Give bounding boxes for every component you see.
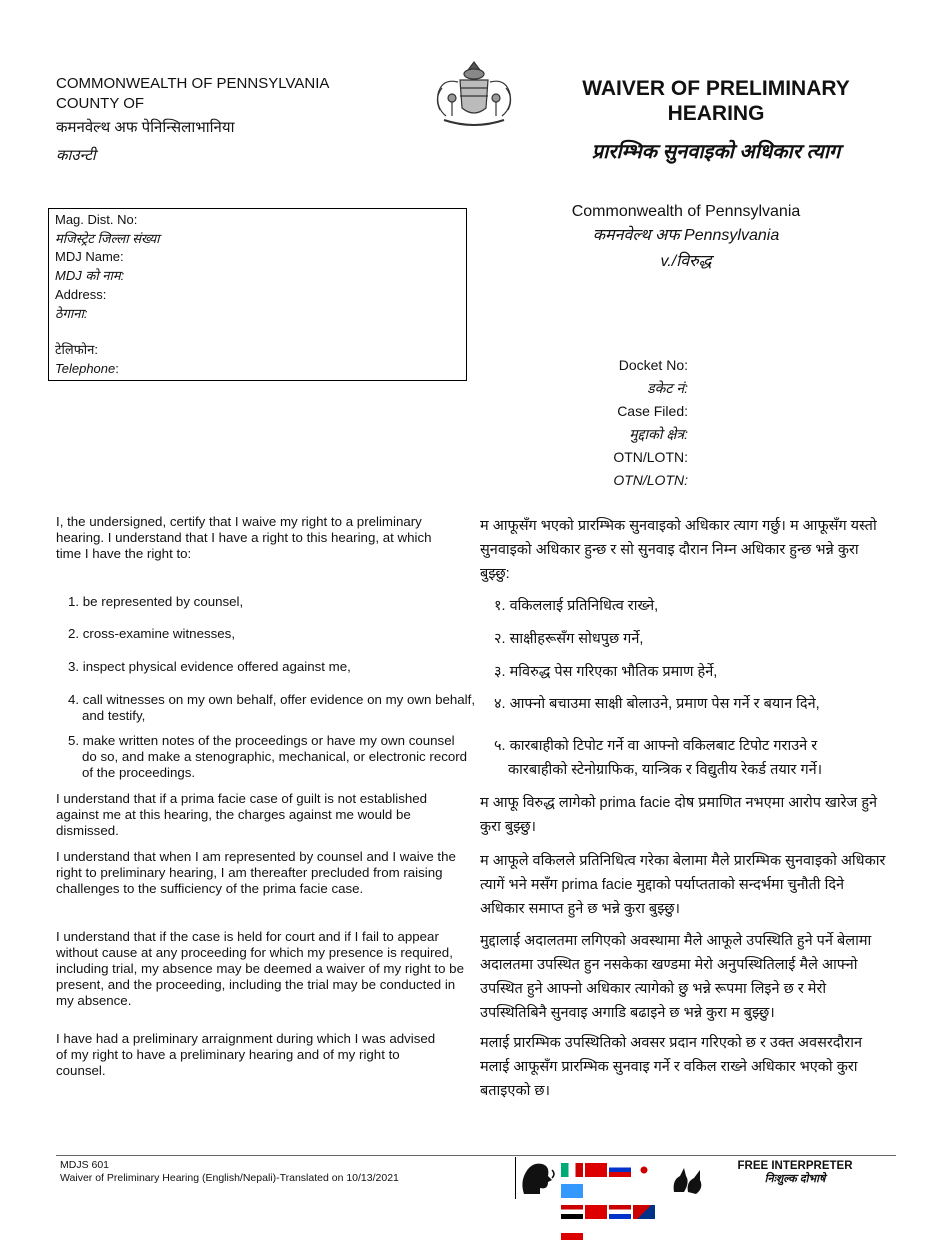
english-intro: I, the undersigned, certify that I waive my right to a preliminary hearing. I understand that I have a right to this hearing, at which time I have the right to: — [56, 514, 432, 561]
list-item: ५. कारबाहीको टिपोट गर्ने वा आफ्नो वकिलबाट टिपोट गराउने र कारबाहीको स्टेनोग्राफिक, यान्त्रिक र विद्युतीय रेकर्ड तयार गर्ने। — [494, 738, 823, 778]
footer-divider — [56, 1155, 896, 1156]
flag-icon — [561, 1184, 583, 1198]
nepali-column — [480, 514, 890, 586]
nepali-para-1: म आफू विरुद्ध लागेको prima facie दोष प्रमाणित नभएमा आरोप खारेज हुने कुरा बुझ्छु। — [480, 795, 878, 835]
english-para-1-wrap — [56, 791, 456, 839]
title-line-1: WAIVER OF PRELIMINARY — [582, 77, 850, 100]
mdj-name-label: MDJ Name: — [55, 249, 124, 265]
parties-block — [540, 200, 832, 276]
nepali-para-3-wrap — [480, 929, 890, 1025]
flag-icon — [609, 1163, 631, 1177]
mag-dist-label-np: मजिस्ट्रेट जिल्ला संख्या — [55, 230, 160, 246]
telephone-label: Telephone: — [55, 360, 119, 376]
docket-label-np: डकेट नं: — [647, 380, 688, 396]
flag-icon — [561, 1163, 583, 1177]
english-para-1: I understand that if a prima facie case of guilt is not established against me at this hearing, the charges against me would be dismissed. — [56, 791, 428, 838]
list-item: २. साक्षीहरूसँग सोधपुछ गर्ने, — [494, 631, 644, 647]
mdj-name-label-np: MDJ को नाम: — [55, 268, 125, 284]
flag-icon — [633, 1163, 655, 1177]
flag-icon — [561, 1226, 583, 1240]
nepali-para-2: म आफूले वकिलले प्रतिनिधित्व गरेका बेलामा मैले प्रारम्भिक सुनवाइको अधिकार त्यागें भने मसँग prima facie मुद्दाको पर्याप्तताको सन्दर्भमा चुनौती दिने अधिकार समाप्त हुने छ भन्ने कुरा बुझ्छु। — [480, 853, 886, 917]
list-item: 1. be represented by counsel, — [68, 594, 244, 609]
case-info-block — [560, 354, 688, 492]
english-para-2-wrap — [56, 849, 456, 897]
nepali-para-4-wrap — [480, 1031, 890, 1103]
flag-icon — [609, 1205, 631, 1219]
english-para-4-wrap — [56, 1031, 436, 1079]
english-para-3: I understand that if the case is held for court and if I fail to appear without cause at any proceeding for which my presence is required, including trial, my absence may be deemed a waiver of my right to be present, and the proceeding, including the trial may be conducted in my absence. — [56, 929, 464, 1008]
case-filed-label: Case Filed: — [617, 403, 688, 419]
list-item: 4. call witnesses on my own behalf, offer evidence on my own behalf, and testify, — [68, 692, 476, 723]
list-item: ३. मविरुद्ध पेस गरिएका भौतिक प्रमाण हेर्ने, — [494, 664, 718, 680]
language-flags-icon — [560, 1162, 670, 1246]
document-title-np: प्रारम्भिक सुनवाइको अधिकार त्याग — [591, 141, 841, 163]
telephone-label-np: टेलिफोन: — [55, 342, 98, 358]
form-title: Waiver of Preliminary Hearing (English/Nepali)-Translated on 10/13/2021 — [60, 1172, 399, 1184]
versus-label: v./विरुद्ध — [660, 253, 712, 270]
free-interpreter-label-np: निःशुल्क दोभाषे — [764, 1173, 826, 1185]
otn-label-np: OTN/LOTN: — [613, 472, 688, 488]
address-label: Address: — [55, 286, 107, 302]
english-column — [56, 514, 456, 562]
mag-dist-label: Mag. Dist. No: — [55, 212, 138, 227]
commonwealth-label-np: कमनवेल्थ अफ पेनिन्सिलाभानिया — [56, 119, 235, 136]
form-id: MDJS 601 — [60, 1159, 110, 1171]
list-item: ४. आफ्नो बचाउमा साक्षी बोलाउने, प्रमाण पेस गर्ने र बयान दिने, — [494, 696, 820, 712]
document-title — [560, 76, 872, 126]
english-para-3-wrap — [56, 929, 466, 1009]
otn-label: OTN/LOTN: — [613, 449, 688, 465]
nepali-para-3: मुद्दालाई अदालतमा लगिएको अवस्थामा मैले आफूले उपस्थिति हुने पर्ने बेलामा अदालतमा उपस्थित हुन नसकेका खण्डमा मेरो अनुपस्थितिलाई मैले आफ्नो उपस्थित हुने आफ्नो अधिकार त्यागेको छु भन्ने रूपमा लिइने छ र मेरो उपस्थितिबिनै सुनवाइ अगाडि बढाइने छ भन्ने कुरा म बुझ्छु। — [480, 933, 872, 1021]
address-label-np: ठेगाना: — [55, 305, 88, 321]
list-item: 5. make written notes of the proceedings or have my own counsel do so, and make a stenographic, mechanical, or electronic record of the proceedings. — [68, 733, 468, 780]
county-label-np: काउन्टी — [56, 147, 96, 164]
list-item: 2. cross-examine witnesses, — [68, 626, 236, 641]
flag-icon — [585, 1163, 607, 1177]
nepali-intro: म आफूसँग भएको प्रारम्भिक सुनवाइको अधिकार त्याग गर्छु। म आफूसँग यस्तो सुनवाइको अधिकार हुन्छ र सो सुनवाइ दौरान निम्न अधिकार हुन्छ भन्ने कुरा बुझ्छु: — [480, 518, 877, 582]
commonwealth-party: Commonwealth of Pennsylvania — [571, 203, 801, 220]
court-header — [56, 74, 396, 166]
footer-form-info — [60, 1159, 490, 1185]
speaking-head-icon — [518, 1160, 558, 1196]
flag-icon — [561, 1205, 583, 1219]
title-line-2: HEARING — [667, 102, 765, 125]
list-item: 3. inspect physical evidence offered against me, — [68, 659, 351, 674]
mdj-info-box — [48, 208, 467, 381]
county-label: COUNTY OF — [56, 95, 145, 112]
commonwealth-party-np: कमनवेल्थ अफ Pennsylvania — [592, 227, 780, 244]
nepali-para-4: मलाई प्रारम्भिक उपस्थितिको अवसर प्रदान गरिएको छ र उक्त अवसरदौरान मलाई आफूसँग प्रारम्भिक सुनवाइ गर्ने र वकिल राख्ने अधिकार भएको कुरा बताइएको छ। — [480, 1035, 862, 1099]
nepali-para-2-wrap — [480, 849, 890, 921]
nepali-para-1-wrap — [480, 791, 890, 839]
case-filed-label-np: मुद्दाको क्षेत्र: — [629, 426, 688, 442]
sign-language-hands-icon — [670, 1162, 706, 1196]
docket-label: Docket No: — [618, 357, 688, 373]
free-interpreter-block — [725, 1160, 865, 1186]
flag-icon — [585, 1205, 607, 1219]
flag-icon — [633, 1205, 655, 1219]
english-para-4: I have had a preliminary arraignment during which I was advised of my right to have a preliminary hearing and of my right to counsel. — [56, 1031, 436, 1078]
pennsylvania-seal-icon — [430, 58, 518, 130]
list-item: १. वकिललाई प्रतिनिधित्व राख्ने, — [494, 598, 659, 614]
free-interpreter-label: FREE INTERPRETER — [737, 1160, 853, 1172]
commonwealth-label: COMMONWEALTH OF PENNSYLVANIA — [56, 75, 330, 92]
english-para-2: I understand that when I am represented by counsel and I waive the right to preliminary hearing, I am thereafter precluded from raising challenges to the sufficiency of the prima facie case. — [56, 849, 456, 896]
footer-separator — [515, 1157, 516, 1199]
